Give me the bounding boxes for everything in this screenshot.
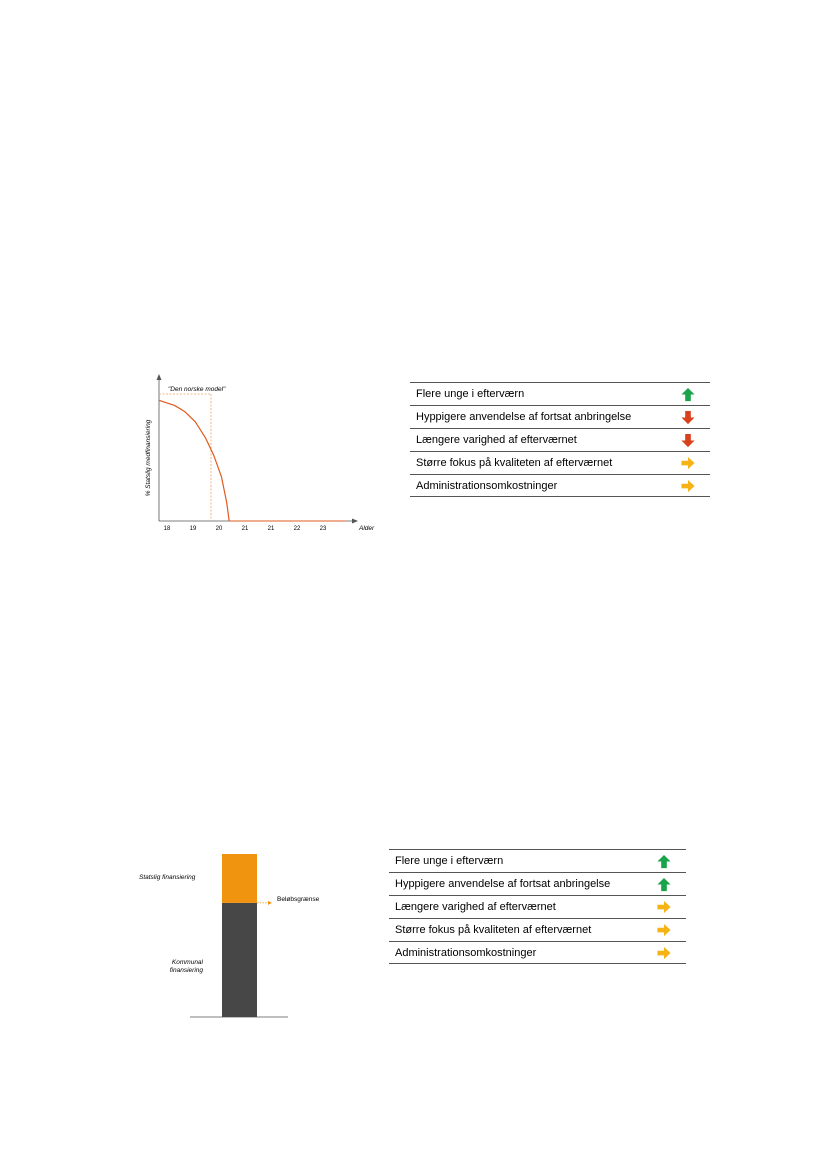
x-tick-label: 22 (293, 526, 301, 532)
table-row (389, 941, 686, 964)
effects-table-1 (410, 382, 710, 497)
arrow-right-icon (656, 923, 672, 938)
x-tick-label: 20 (215, 526, 223, 532)
row-label: Administrationsomkostninger (395, 946, 537, 959)
row-label: Længere varighed af efterværnet (395, 901, 556, 913)
arrow-up-icon (656, 877, 672, 892)
kommunal-label-line1: Kommunal (171, 959, 203, 966)
arrow-right-icon (656, 900, 672, 915)
y-axis-arrow-icon (157, 374, 162, 380)
chart-axes (157, 374, 359, 524)
bar-segment-kommunal (222, 903, 257, 1017)
arrow-down-icon (680, 410, 696, 425)
table-row (389, 895, 686, 918)
row-label: Hyppigere anvendelse af fortsat anbringelse (416, 411, 632, 423)
series-line-0 (159, 400, 229, 521)
arrow-up-icon (656, 854, 672, 869)
statslig-label: Statslig finansiering (139, 874, 196, 881)
table-row (410, 382, 710, 405)
threshold-label: Beløbsgrænse (277, 896, 320, 903)
norwegian-model-reference (159, 394, 211, 521)
arrow-right-icon (680, 456, 696, 471)
arrow-up-icon (680, 387, 696, 402)
x-tick-label: 21 (267, 526, 275, 532)
annotation-label: "Den norske model" (168, 386, 226, 393)
table-row (389, 918, 686, 941)
x-tick-label: 23 (319, 526, 327, 532)
row-label: Længere varighed af efterværnet (416, 434, 577, 446)
y-axis-label: % Statslig medfinansiering (145, 419, 152, 497)
table-row (410, 474, 710, 497)
table-row (410, 405, 710, 428)
table-row (389, 849, 686, 872)
row-label: Større fokus på kvaliteten af efterværnet (395, 924, 592, 936)
x-axis-label: Alder (359, 525, 375, 532)
row-label: Administrationsomkostninger (416, 479, 558, 492)
table-row (410, 428, 710, 451)
threshold-marker (257, 901, 272, 905)
bar-segment-statslig (222, 854, 257, 903)
effects-table-2 (389, 849, 686, 964)
funding-split-chart (130, 845, 350, 1025)
table-row (389, 872, 686, 895)
kommunal-label-line2: finansiering (169, 967, 203, 974)
arrow-down-icon (680, 433, 696, 448)
table-row (410, 451, 710, 474)
x-tick-labels (164, 526, 327, 532)
x-tick-label: 18 (163, 526, 171, 532)
stacked-bar (222, 854, 257, 1017)
age-funding-chart (140, 370, 380, 540)
x-tick-label: 21 (241, 526, 249, 532)
row-label: Hyppigere anvendelse af fortsat anbringelse (395, 878, 611, 890)
x-axis-arrow-icon (352, 519, 358, 524)
threshold-arrow-icon (268, 901, 272, 905)
row-label: Større fokus på kvaliteten af efterværnet (416, 457, 613, 469)
series-lines (159, 400, 345, 521)
arrow-right-icon (656, 946, 672, 961)
row-label: Flere unge i efterværn (416, 388, 525, 400)
row-label: Flere unge i efterværn (395, 855, 504, 867)
x-tick-label: 19 (189, 526, 197, 532)
arrow-right-icon (680, 479, 696, 494)
